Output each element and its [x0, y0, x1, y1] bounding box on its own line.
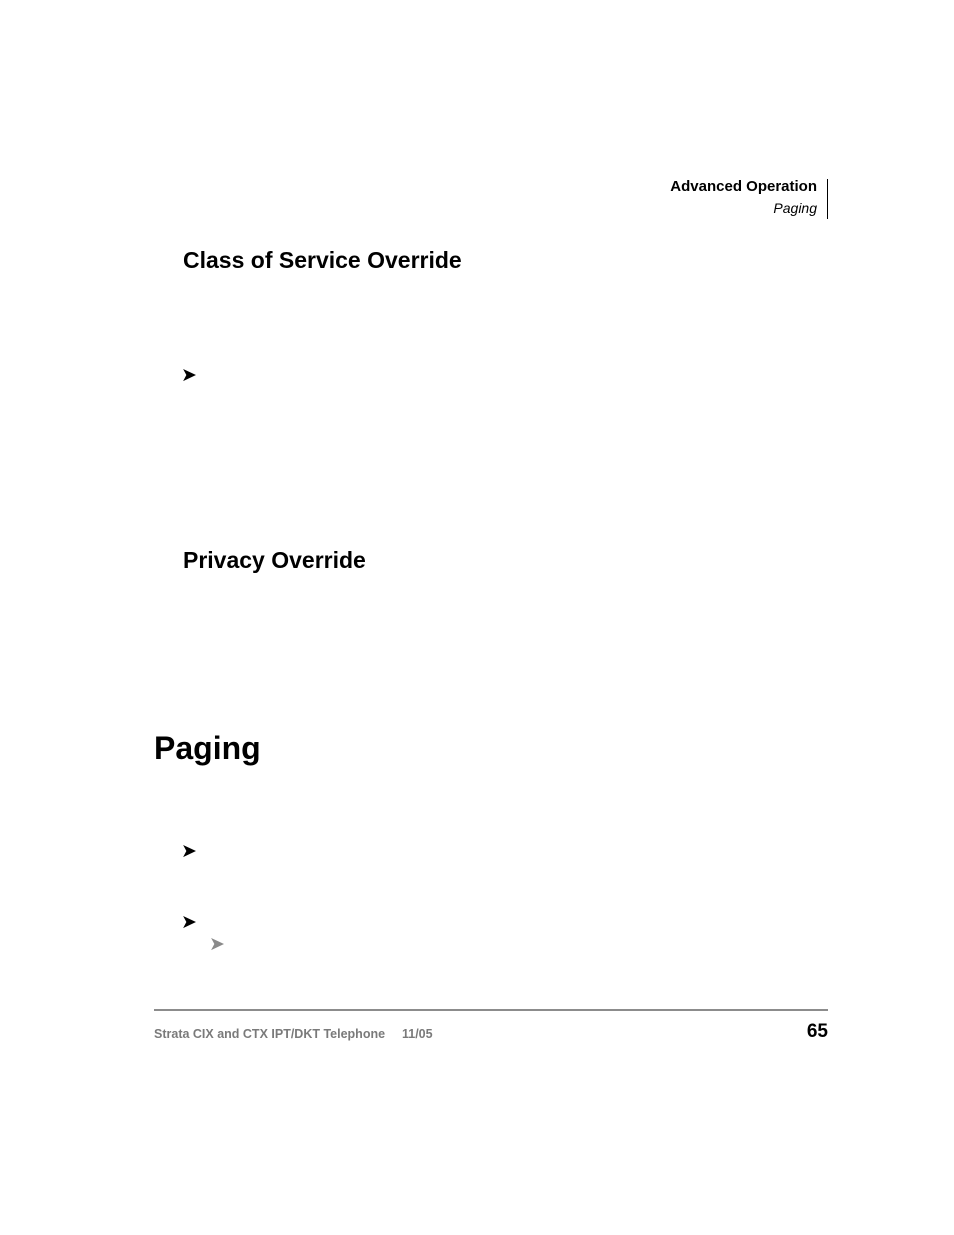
heading-paging: Paging: [154, 730, 261, 766]
footer-date: 11/05: [402, 1027, 433, 1041]
header-divider: [827, 179, 828, 219]
step-arrow-icon: ➤: [181, 912, 197, 933]
step-arrow-icon: ➤: [181, 365, 197, 386]
footer-divider: [154, 1009, 828, 1011]
substep-arrow-icon: ➤: [209, 934, 225, 955]
step-arrow-icon: ➤: [181, 841, 197, 862]
heading-privacy-override: Privacy Override: [183, 547, 366, 573]
page-number: 65: [806, 1021, 828, 1042]
header-subsection-title: Paging: [773, 200, 817, 216]
heading-class-of-service-override: Class of Service Override: [183, 247, 462, 273]
footer-document-title: Strata CIX and CTX IPT/DKT Telephone: [154, 1027, 386, 1041]
header-section-title: Advanced Operation: [670, 178, 817, 195]
